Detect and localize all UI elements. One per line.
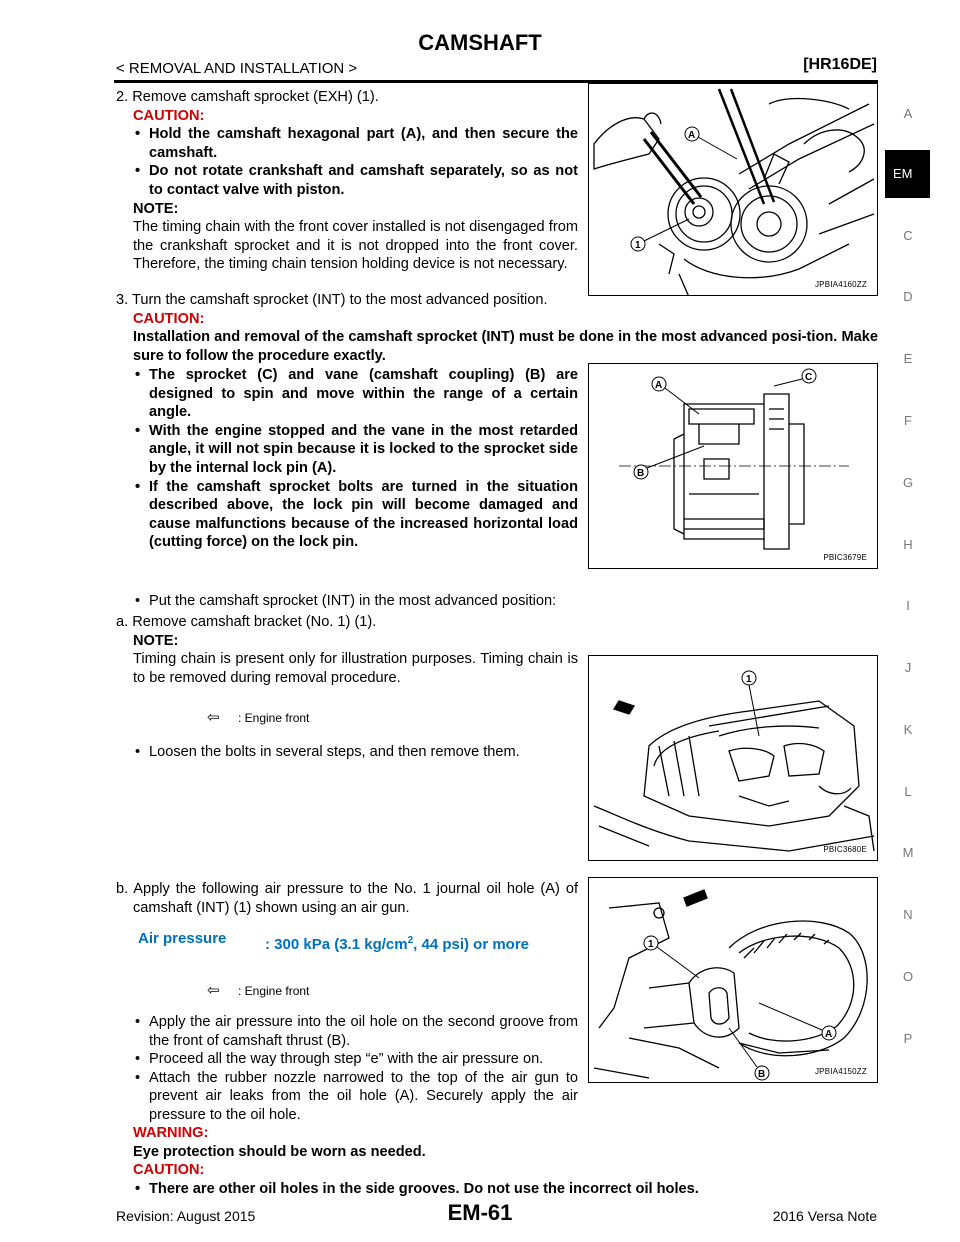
index-tab-f[interactable]: F	[904, 413, 912, 428]
caution-label: CAUTION:	[133, 1162, 205, 1179]
index-tab-m[interactable]: M	[902, 845, 914, 860]
engine-front-arrow-icon: ⇦	[207, 982, 220, 999]
step-b-heading: b. Apply the following air pressure to the No. 1 journal oil hole (A) of camshaft (INT) (1) shown using an air gun.	[116, 881, 578, 916]
figure-code: PBIC3680E	[823, 845, 867, 854]
warning-label: WARNING:	[133, 1125, 209, 1141]
figure-code: JPBIA4150ZZ	[814, 1067, 867, 1076]
svg-text:A: A	[825, 1029, 833, 1040]
bullet-item: • Proceed all the way through step “e” with the air pressure on.	[133, 1050, 578, 1069]
step-3-heading: 3. Turn the camshaft sprocket (INT) to the most advanced position.	[116, 292, 548, 308]
svg-text:1: 1	[746, 674, 752, 685]
svg-text:B: B	[758, 1069, 766, 1080]
step-3	[116, 291, 878, 365]
index-tab-e[interactable]: E	[903, 351, 913, 366]
engine-front-arrow-icon: ⇦	[207, 709, 220, 726]
sprocket-section-illustration	[589, 364, 878, 569]
air-pressure-value	[265, 935, 529, 953]
note-text: Timing chain is present only for illustration purposes. Timing chain is to be removed during removal procedure.	[133, 651, 578, 686]
bullet-item: • Loosen the bolts in several steps, and then remove them.	[133, 743, 578, 762]
page-number: EM-61	[447, 1200, 513, 1225]
vehicle-model: 2016 Versa Note	[772, 1208, 877, 1224]
svg-text:1: 1	[648, 939, 654, 950]
caution-item: • With the engine stopped and the vane in the most retarded angle, it will not spin because it is locked to the sprocket side by the internal lock pin (A).	[133, 422, 578, 478]
index-tab-k[interactable]: K	[903, 722, 913, 737]
note-label: NOTE:	[133, 632, 179, 649]
index-tab-a[interactable]: A	[903, 106, 913, 121]
step-2-heading: 2. Remove camshaft sprocket (EXH) (1).	[116, 89, 379, 105]
step-3-cautions	[133, 366, 578, 552]
svg-text:B: B	[637, 468, 645, 479]
active-tab[interactable]: EM	[885, 150, 930, 198]
index-tab-o[interactable]: O	[902, 969, 914, 984]
svg-text:A: A	[688, 130, 696, 141]
index-tab-d[interactable]: D	[903, 289, 913, 304]
caution-main: Installation and removal of the camshaft sprocket (INT) must be done in the most advanced posi-tion. Make sure to follow the procedure exactly.	[133, 329, 878, 364]
legend-engine-front: : Engine front	[238, 984, 310, 998]
figure-air-gun-oil-hole	[588, 877, 878, 1083]
caution-label: CAUTION:	[133, 107, 205, 124]
index-tab-n[interactable]: N	[903, 907, 913, 922]
figure-code: PBIC3679E	[823, 553, 867, 562]
note-text: The timing chain with the front cover installed is not disengaged from the crankshaft sprocket and it is not dropped into the front cover. Therefore, the timing chain tension holding device is not necessary.	[133, 219, 578, 273]
svg-text:A: A	[655, 380, 663, 391]
step-3-put	[133, 592, 595, 611]
figure-sprocket-vane	[588, 363, 878, 569]
bullet-item: • Put the camshaft sprocket (INT) in the most advanced position:	[133, 592, 595, 611]
caution-label: CAUTION:	[133, 310, 205, 327]
section-label: < REMOVAL AND INSTALLATION >	[116, 60, 358, 77]
index-tab-j[interactable]: J	[904, 660, 912, 675]
step-a	[116, 613, 578, 687]
index-tab-l[interactable]: L	[904, 784, 912, 799]
caution-item: • The sprocket (C) and vane (camshaft coupling) (B) are designed to spin and move within the range of a certain angle.	[133, 366, 578, 422]
page-title: CAMSHAFT	[418, 30, 542, 55]
bullet-item: • Apply the air pressure into the oil hole on the second groove from the front of camshaft thrust (B).	[133, 1013, 578, 1050]
bullet-item: • Attach the rubber nozzle narrowed to the top of the air gun to prevent air leaks from the oil hole (A). Securely apply the air pressure to the oil hole.	[133, 1069, 578, 1125]
figure-code: JPBIA4160ZZ	[814, 280, 867, 289]
engine-illustration	[589, 84, 878, 296]
step-a-heading: a. Remove camshaft bracket (No. 1) (1).	[116, 614, 377, 630]
figure-camshaft-sprocket-exh	[588, 83, 878, 296]
revision-date: Revision: August 2015	[116, 1208, 256, 1224]
caution-item: • Do not rotate crankshaft and camshaft separately, so as not to contact valve with piston.	[133, 162, 578, 199]
camshaft-oil-hole-illustration	[589, 878, 878, 1083]
index-tab-h[interactable]: H	[903, 537, 913, 552]
air-pressure-value-text: , 44 psi) or more	[413, 936, 530, 953]
warning-text: Eye protection should be worn as needed.	[133, 1143, 426, 1160]
air-pressure-label: Air pressure	[138, 930, 227, 947]
bracket-illustration	[589, 656, 878, 861]
step-b-warnings	[133, 1124, 878, 1198]
note-label: NOTE:	[133, 200, 179, 217]
step-a-bullet	[133, 743, 578, 762]
step-b	[116, 880, 578, 917]
air-pressure-value-text: : 300 kPa (3.1 kg/cm	[265, 936, 408, 953]
svg-text:C: C	[805, 372, 813, 383]
caution-item: • If the camshaft sprocket bolts are turned in the situation described above, the lock pin will become damaged and cause malfunctions because of the increased horizontal load (cutting force) on the lock pin.	[133, 478, 578, 552]
figure-camshaft-bracket	[588, 655, 878, 861]
index-tab-p[interactable]: P	[903, 1031, 913, 1046]
model-code: [HR16DE]	[803, 56, 877, 73]
air-pressure-unit-exponent: 2	[407, 935, 414, 946]
step-2	[116, 88, 578, 274]
step-b-bullets	[133, 1013, 578, 1125]
legend-engine-front: : Engine front	[238, 711, 310, 725]
caution-item: • Hold the camshaft hexagonal part (A), and then secure the camshaft.	[133, 125, 578, 162]
caution-item: • There are other oil holes in the side grooves. Do not use the incorrect oil holes.	[133, 1180, 878, 1199]
svg-text:1: 1	[635, 240, 641, 251]
index-tab-i[interactable]: I	[906, 598, 910, 613]
index-tab-c[interactable]: C	[903, 228, 913, 243]
index-tab-g[interactable]: G	[902, 475, 914, 490]
